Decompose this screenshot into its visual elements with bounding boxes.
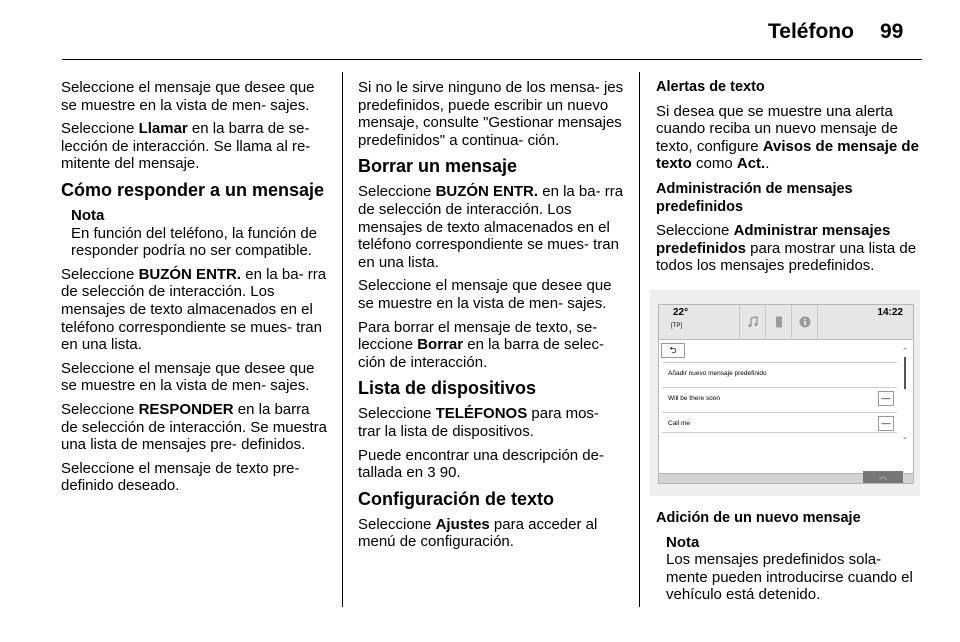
list-item[interactable]	[662, 412, 897, 433]
clock: 14:22	[877, 307, 903, 318]
ui-term: Avisos de mensaje de texto	[656, 137, 919, 173]
list-item-label: Añadir nuevo mensaje predefinido	[668, 370, 767, 377]
column-2	[358, 79, 624, 557]
column-divider-2	[639, 72, 640, 607]
note-text: Los mensajes predefinidos sola- mente pueden introducirse cuando el vehículo está detenido.	[666, 551, 913, 604]
screenshot-figure	[650, 290, 920, 496]
ui-term: RESPONDER	[138, 400, 234, 418]
subsection-heading: Alertas de texto	[656, 79, 765, 95]
scroll-down-icon[interactable]: ⌄	[902, 434, 908, 441]
scrollbar-thumb[interactable]	[904, 357, 906, 389]
paragraph: Si no le sirve ninguno de los mensa- jes predefinidos, puede escribir un nuevo mensaje, consulte "Gestionar mensajes predefinidos" a continua- ción.	[358, 79, 624, 149]
toolbar-divider	[817, 305, 819, 338]
column-3-lower	[656, 510, 926, 610]
paragraph: Seleccione TELÉFONOS para mos- trar la lista de dispositivos.	[358, 405, 599, 440]
infotainment-screen	[658, 304, 914, 484]
paragraph: Puede encontrar una descripción de- tallada en 3 90.	[358, 446, 604, 482]
ui-term: Ajustes	[435, 515, 490, 533]
info-icon[interactable]	[791, 305, 817, 338]
delete-button[interactable]: —	[878, 416, 894, 431]
list-item-label: Call me	[668, 420, 691, 427]
list-item[interactable]	[662, 387, 897, 408]
ui-term: Administrar mensajes predefinidos	[656, 222, 891, 257]
paragraph: Seleccione Administrar mensajes predefinidos para mostrar una lista de todos los mensajes predefinidos.	[656, 222, 917, 275]
ui-term: Borrar	[417, 336, 464, 354]
paragraph: Seleccione el mensaje que desee que se muestre en la vista de men- sajes.	[358, 277, 612, 312]
delete-button[interactable]: —	[878, 391, 894, 406]
note-box	[61, 207, 327, 260]
list-item-label: Will be there soon	[668, 395, 721, 402]
ui-term: TELÉFONOS	[435, 405, 528, 423]
column-1	[61, 79, 327, 501]
header-divider	[62, 59, 922, 60]
note-box	[656, 534, 926, 604]
paragraph: Seleccione el mensaje que desee que se muestre en la vista de men- sajes.	[61, 79, 315, 114]
note-label: Nota	[71, 206, 105, 224]
subsection-heading: Administración de mensajes predefinidos	[656, 180, 853, 215]
ui-term: BUZÓN ENTR.	[435, 183, 539, 201]
expand-up-button[interactable]: ︿	[863, 471, 903, 483]
paragraph: Seleccione Ajustes para acceder al menú de configuración.	[358, 515, 598, 551]
column-divider-1	[342, 72, 343, 607]
paragraph: Seleccione el mensaje que desee que se muestre en la vista de men- sajes.	[61, 359, 315, 395]
paragraph: Si desea que se muestre una alerta cuando reciba un nuevo mensaje de texto, configure Avisos de mensaje de texto como Act..	[656, 102, 919, 173]
paragraph: Seleccione Llamar en la barra de se- lección de interacción. Se llama al re- mitente del mensaje.	[61, 120, 311, 173]
paragraph: Seleccione el mensaje de texto pre- definido deseado.	[61, 459, 300, 495]
back-button[interactable]: ⮌	[661, 343, 685, 358]
subsection-heading: Adición de un nuevo mensaje	[656, 510, 861, 526]
note-text: En función del teléfono, la función de responder podría no ser compatible.	[71, 224, 318, 260]
note-label: Nota	[666, 533, 700, 551]
column-3	[656, 79, 926, 281]
status-bar	[659, 305, 913, 340]
paragraph: Para borrar el mensaje de texto, se- leccione Borrar en la barra de selec- ción de interacción.	[358, 318, 604, 371]
page-number: 99	[880, 20, 904, 43]
scroll-up-icon[interactable]: ⌃	[902, 348, 908, 355]
paragraph: Seleccione BUZÓN ENTR. en la ba- rra de selección de interacción. Los mensajes de texto almacenados en el teléfono correspondiente se mues- tran en una lista.	[358, 183, 624, 271]
tp-indicator: [TP]	[671, 323, 683, 329]
ui-term: Act.	[736, 155, 766, 173]
ui-term: Llamar	[138, 120, 188, 138]
section-heading: Lista de dispositivos	[358, 378, 537, 399]
section-heading: Cómo responder a un mensaje	[61, 179, 325, 200]
phone-icon[interactable]	[765, 305, 791, 338]
music-icon[interactable]	[739, 305, 765, 338]
ui-term: BUZÓN ENTR.	[138, 265, 242, 283]
temperature-readout: 22°	[673, 307, 689, 318]
paragraph: Seleccione RESPONDER en la barra de selección de interacción. Se muestra una lista de mensajes pre- definidos.	[61, 400, 327, 454]
page-reference[interactable]: 3 90	[427, 464, 457, 482]
page-title: Teléfono	[768, 20, 854, 43]
paragraph: Seleccione BUZÓN ENTR. en la ba- rra de selección de interacción. Los mensajes de texto almacenados en el teléfono correspondiente se mues- tran en una lista.	[61, 265, 327, 354]
section-heading: Configuración de texto	[358, 488, 555, 509]
list-item-add-message[interactable]	[662, 362, 897, 383]
section-heading: Borrar un mensaje	[358, 156, 518, 177]
